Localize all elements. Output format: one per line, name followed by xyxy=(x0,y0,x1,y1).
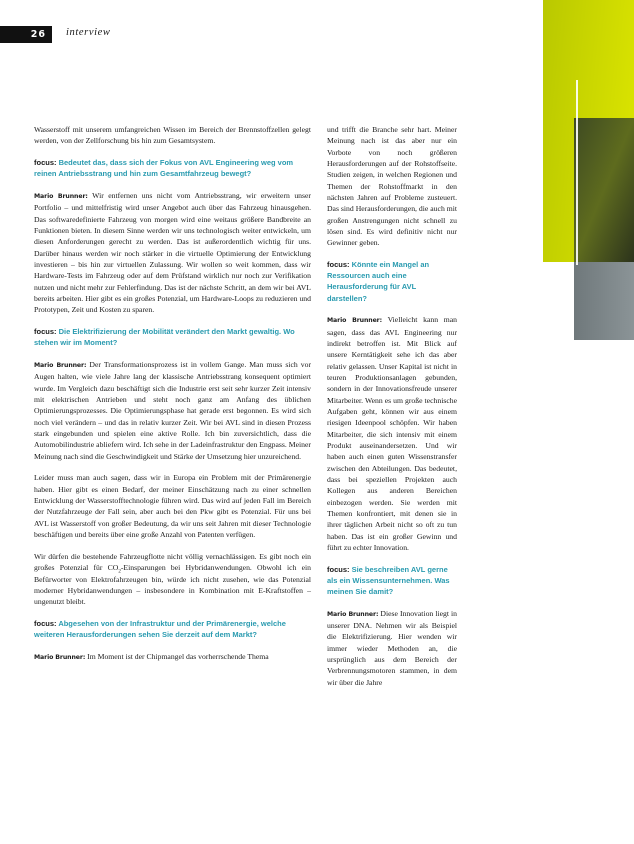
question-text: Bedeutet das, dass sich der Fokus von AVL Engineering weg vom reinen Antriebsstrang und hin zum Gesamtfahrzeug bewegt? xyxy=(34,158,294,179)
question-text: Abgesehen von der Infrastruktur und der Primärenergie, welche weiteren Herausforderungen sehen Sie derzeit auf dem Markt? xyxy=(34,619,286,640)
section-title: interview xyxy=(66,27,111,38)
paragraph-text: -Einsparungen bei Hybridanwendungen. Obwohl ich ein Befürworter von Elektrofahrzeugen bin, würde ich nicht zusehen, wie das Potenzial moderner Hybridanwendungen – insbesondere in Kombination mit E-Kraftstoffen – ungenutzt bleibt. xyxy=(34,563,312,607)
question-label: focus: xyxy=(34,327,57,337)
interview-answer xyxy=(34,359,311,462)
interview-question xyxy=(327,259,457,303)
subscript: 2 xyxy=(118,569,121,575)
question-text: Die Elektrifizierung der Mobilität verändert den Markt gewaltig. Wo stehen wir im Moment? xyxy=(34,327,295,348)
interview-answer xyxy=(327,314,457,553)
interview-answer xyxy=(34,651,311,663)
speaker-name: Mario Brunner: xyxy=(327,610,379,618)
paragraph: und trifft die Branche sehr hart. Meiner Meinung nach ist das aber nur ein Vorbote von noch größeren Herausforderungen auf der Rohstoffseite. Studien zeigen, in welchen Regionen und Themen der Rohstoffmarkt in den nächsten Jahren auf Probleme zusteuert. Das sind Herausforderungen, die auch mit großen Anstrengungen nicht schnell zu lösen sind. Es wird definitiv nicht nur Gewinner geben. xyxy=(327,125,457,248)
speaker-name: Mario Brunner: xyxy=(34,361,87,369)
speaker-name: Mario Brunner: xyxy=(327,317,382,325)
answer-text: Im Moment ist der Chipmangel das vorherrschende Thema xyxy=(87,651,269,661)
answer-text: Vielleicht kann man sagen, dass das AVL Engineering nur indirekt betroffen ist. Mit Blick auf unsere Kerntätigkeit sehe ich das aber relativ gelassen. Unser Kapital ist nicht in teuren Produktionsanlagen gebunden, sondern in der Innovationsfreude unserer Mitarbeiter. Wenn es um große technische Aufgaben geht, können wir aus einem riesigen Ideenpool schöpfen. Wir haben Mitarbeiter, die sich intensiv mit einem Produkt auseinandersetzen. Und wir haben auch einen guten Wissenstransfer zwischen den Abteilungen. Das bedeutet, dass bei speziellen Projekten auch Kollegen aus anderen Bereichen einbezogen werden. Sie werden mit Themen konfrontiert, mit denen sie in ihrer täglichen Arbeit nicht so oft zu tun haben. Das ist ein großer Gewinn und führt zu echter Innovation. xyxy=(327,315,457,553)
question-label: focus: xyxy=(34,619,57,629)
interview-question xyxy=(34,326,311,348)
answer-text: Der Transformationsprozess ist in vollem Gange. Man muss sich vor Augen halten, wie viele Jahre lang der klassische Antriebsstrang konsequent optimiert wurde. Im Vergleich dazu beschäftigt sich die Industrie erst seit sehr kurzer Zeit intensiv mit elektrischen Antrieben und steht noch ganz am Anfang des üblichen Optimierungsprozesses. Die Optimierungsphase hat gerade erst begonnen. Es wird sich noch viel verändern – und das in relativ kurzer Zeit. Wir bei AVL sind in diesen Prozess stark eingebunden und spielen eine aktive Rolle. Ich bin zuversichtlich, dass die Automobilindustrie abliefern wird. Ich sehe in der Ladeinfrastruktur den Engpass. Meiner Meinung nach sind die Geschwindigkeit und Stärke der Umsetzung hier unzureichend. xyxy=(34,359,312,461)
question-text: Könnte ein Mangel an Ressourcen auch eine Herausforderung für AVL darstellen? xyxy=(327,260,430,303)
decorative-color-block xyxy=(543,0,634,340)
question-label: focus: xyxy=(327,260,350,270)
question-text: Sie beschreiben AVL gerne als ein Wissensunternehmen. Was meinen Sie damit? xyxy=(327,564,450,597)
question-label: focus: xyxy=(34,158,57,168)
question-label: focus: xyxy=(327,564,350,574)
paragraph: Wasserstoff mit unserem umfangreichen Wissen im Bereich der Brennstoffzellen gelegt werden, von der Zellforschung bis hin zum Gesamtsystem. xyxy=(34,125,311,146)
speaker-name: Mario Brunner: xyxy=(34,192,88,200)
left-text-column xyxy=(34,124,311,674)
interview-question xyxy=(34,618,311,640)
paragraph: Leider muss man auch sagen, dass wir in Europa ein Problem mit der Primärenergie haben. Hier gibt es einen Bedarf, der meiner Einschätzung nach zu einer schnellen Entwicklung der Wasserstofftechnologie führen wird. Das wird auf jeden Fall im Bereich der Nutzfahrzeuge der Fall sein, aber auch bei den Pkw gibt es Potenzial. Für uns bei AVL ist Wasserstoff von großer Bedeutung, da wir uns seit Jahren mit dieser Technologie beschäftigen und bereits über eine große Anzahl von Patenten verfügen. xyxy=(34,473,311,540)
interview-question xyxy=(34,157,311,179)
speaker-name: Mario Brunner: xyxy=(34,653,86,661)
answer-text: Diese Innovation liegt in unserer DNA. Nehmen wir als Beispiel die Elektrifizierung. Hier wenden wir immer wieder Methoden an, die ursprünglich aus dem Bereich der Verbrennungsmotoren stammen, in dem wir über die Jahre xyxy=(327,608,458,687)
interview-answer xyxy=(34,190,311,316)
answer-text: Wir entfernen uns nicht vom Antriebsstrang, wir erweitern unser Portfolio – und mittelfristig wird unser Angebot auch über das Fahrzeug hinausgehen. Das softwaredefinierte Fahrzeug von morgen wird eine weitaus größere Bandbreite an Funktionen bieten. In diesem Sinne werden wir uns technologisch weiter entwickeln, um diesen Anforderungen gerecht zu werden. Das ist außerordentlich wichtig für uns. Darüber hinaus werden wir noch stärker in die virtuelle Optimierung der Entwicklung investieren – bis hin zur virtuellen Zulassung. Wir wollen so weit kommen, dass wir Hardware-Tests im Fahrzeug oder auf dem Prüfstand wirklich nur noch zur Verifikation nutzen und nicht mehr zur Fehlerfindung. Das ist der nächste Schritt, an dem wir bei AVL bereits arbeiten. Hier gibt es ein großes Potenzial, um Hardware-Loops zu reduzieren und Prototypen, Zeit und Kosten zu sparen. xyxy=(34,190,311,315)
paragraph xyxy=(34,551,311,608)
paragraph-text: Wir dürfen die bestehende Fahrzeugflotte nicht völlig vernachlässigen. Es gibt noch ein großes Potenzial für CO xyxy=(34,552,311,573)
page-number: 26 xyxy=(0,26,52,43)
interview-answer xyxy=(327,608,457,688)
interview-question xyxy=(327,564,457,597)
right-text-column xyxy=(327,124,457,699)
